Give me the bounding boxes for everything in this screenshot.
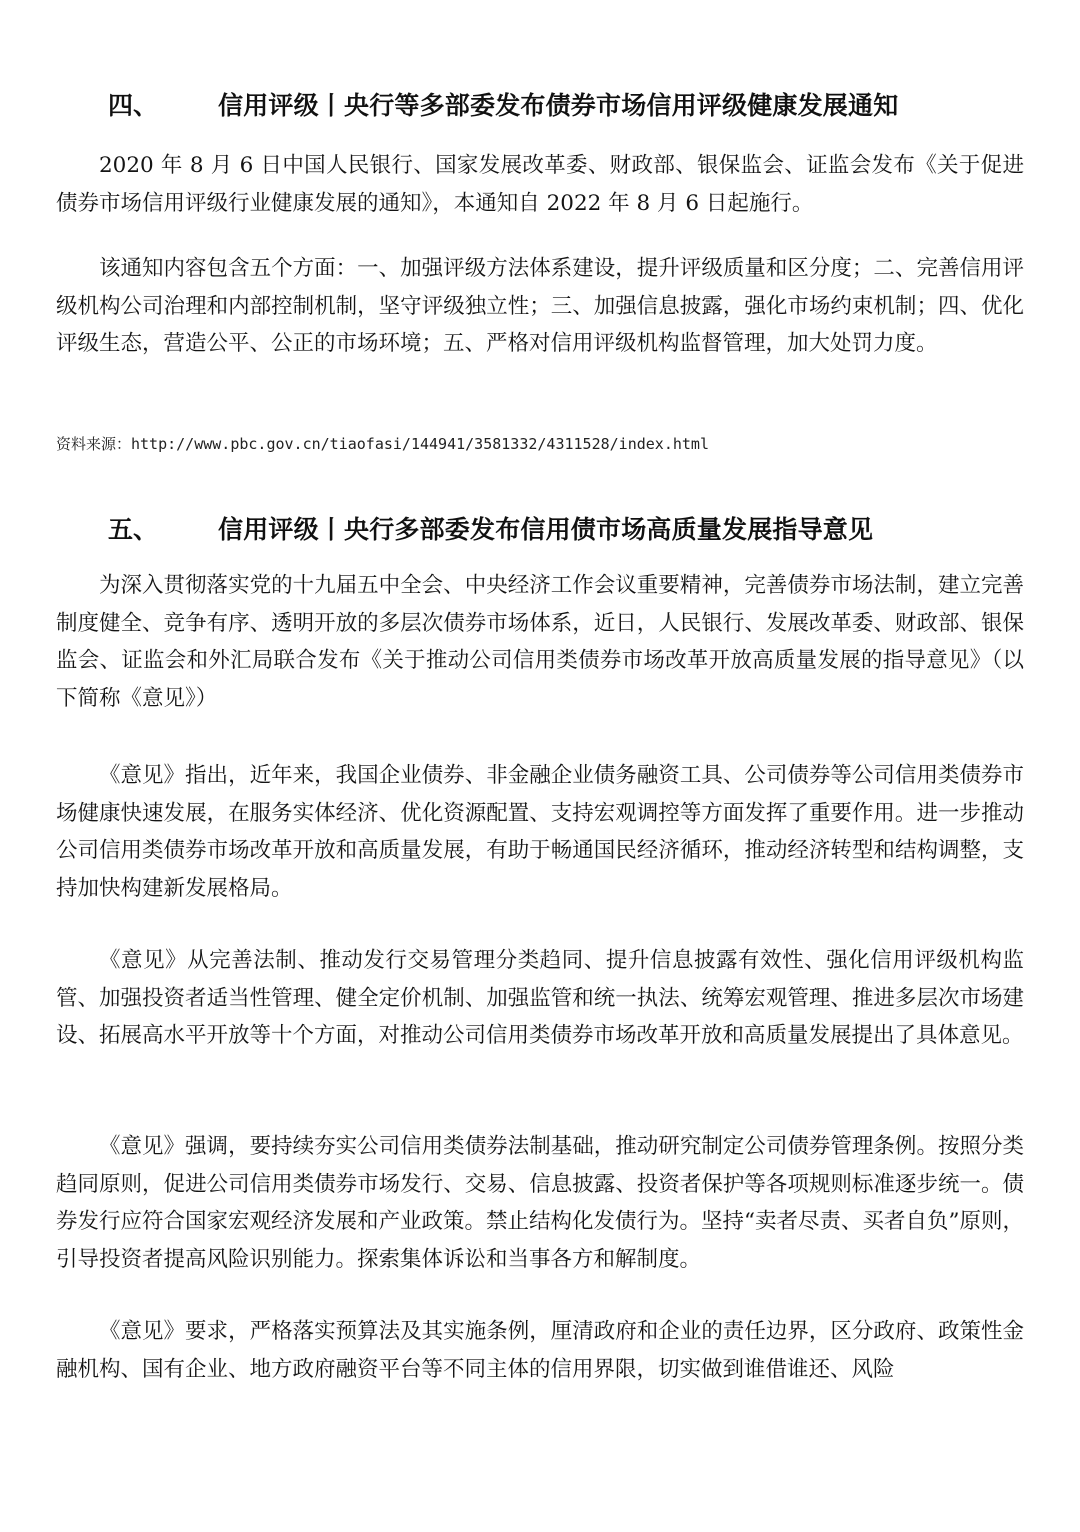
section-4-number: 四、	[108, 91, 159, 120]
section-5-paragraph-3: 《意见》从完善法制、推动发行交易管理分类趋同、提升信息披露有效性、强化信用评级机构监管、加强投资者适当性管理、健全定价机制、加强监管和统一执法、统筹宏观管理、推进多层次市场建设、拓展高水平开放等十个方面，对推动公司信用类债券市场改革开放和高质量发展提出了具体意见。	[56, 948, 1024, 1048]
section-5-number: 五、	[108, 515, 159, 544]
section-4-source: 资料来源：http://www.pbc.gov.cn/tiaofasi/144941/3581332/4311528/index.html	[56, 435, 709, 453]
section-4-paragraph-2: 该通知内容包含五个方面：一、加强评级方法体系建设，提升评级质量和区分度；二、完善信用评级机构公司治理和内部控制机制，坚守评级独立性；三、加强信息披露，强化市场约束机制；四、优化评级生态，营造公平、公正的市场环境；五、严格对信用评级机构监督管理，加大处罚力度。	[56, 256, 1024, 356]
section-4-title: 信用评级丨央行等多部委发布债券市场信用评级健康发展通知	[218, 91, 899, 120]
section-4-heading	[56, 86, 1024, 122]
section-5-heading	[56, 510, 1024, 546]
section-4-paragraph-1: 2020 年 8 月 6 日中国人民银行、国家发展改革委、财政部、银保监会、证监会发布《关于促进债券市场信用评级行业健康发展的通知》，本通知自 2022 年 8 月 6 日起施行。	[56, 153, 1024, 216]
section-5-paragraph-1: 为深入贯彻落实党的十九届五中全会、中央经济工作会议重要精神，完善债券市场法制，建立完善制度健全、竞争有序、透明开放的多层次债券市场体系，近日，人民银行、发展改革委、财政部、银保监会、证监会和外汇局联合发布《关于推动公司信用类债券市场改革开放高质量发展的指导意见》（以下简称《意见》）	[56, 573, 1024, 711]
section-5-paragraph-4: 《意见》强调，要持续夯实公司信用类债券法制基础，推动研究制定公司债券管理条例。按照分类趋同原则，促进公司信用类债券市场发行、交易、信息披露、投资者保护等各项规则标准逐步统一。债券发行应符合国家宏观经济发展和产业政策。禁止结构化发债行为。坚持“卖者尽责、买者自负”原则，引导投资者提高风险识别能力。探索集体诉讼和当事各方和解制度。	[56, 1134, 1024, 1272]
section-5-paragraph-2: 《意见》指出，近年来，我国企业债券、非金融企业债务融资工具、公司债券等公司信用类债券市场健康快速发展，在服务实体经济、优化资源配置、支持宏观调控等方面发挥了重要作用。进一步推动公司信用类债券市场改革开放和高质量发展，有助于畅通国民经济循环，推动经济转型和结构调整，支持加快构建新发展格局。	[56, 763, 1024, 901]
section-5-paragraph-5: 《意见》要求，严格落实预算法及其实施条例，厘清政府和企业的责任边界，区分政府、政策性金融机构、国有企业、地方政府融资平台等不同主体的信用界限，切实做到谁借谁还、风险	[56, 1319, 1024, 1382]
section-5-title: 信用评级丨央行多部委发布信用债市场高质量发展指导意见	[218, 515, 874, 544]
